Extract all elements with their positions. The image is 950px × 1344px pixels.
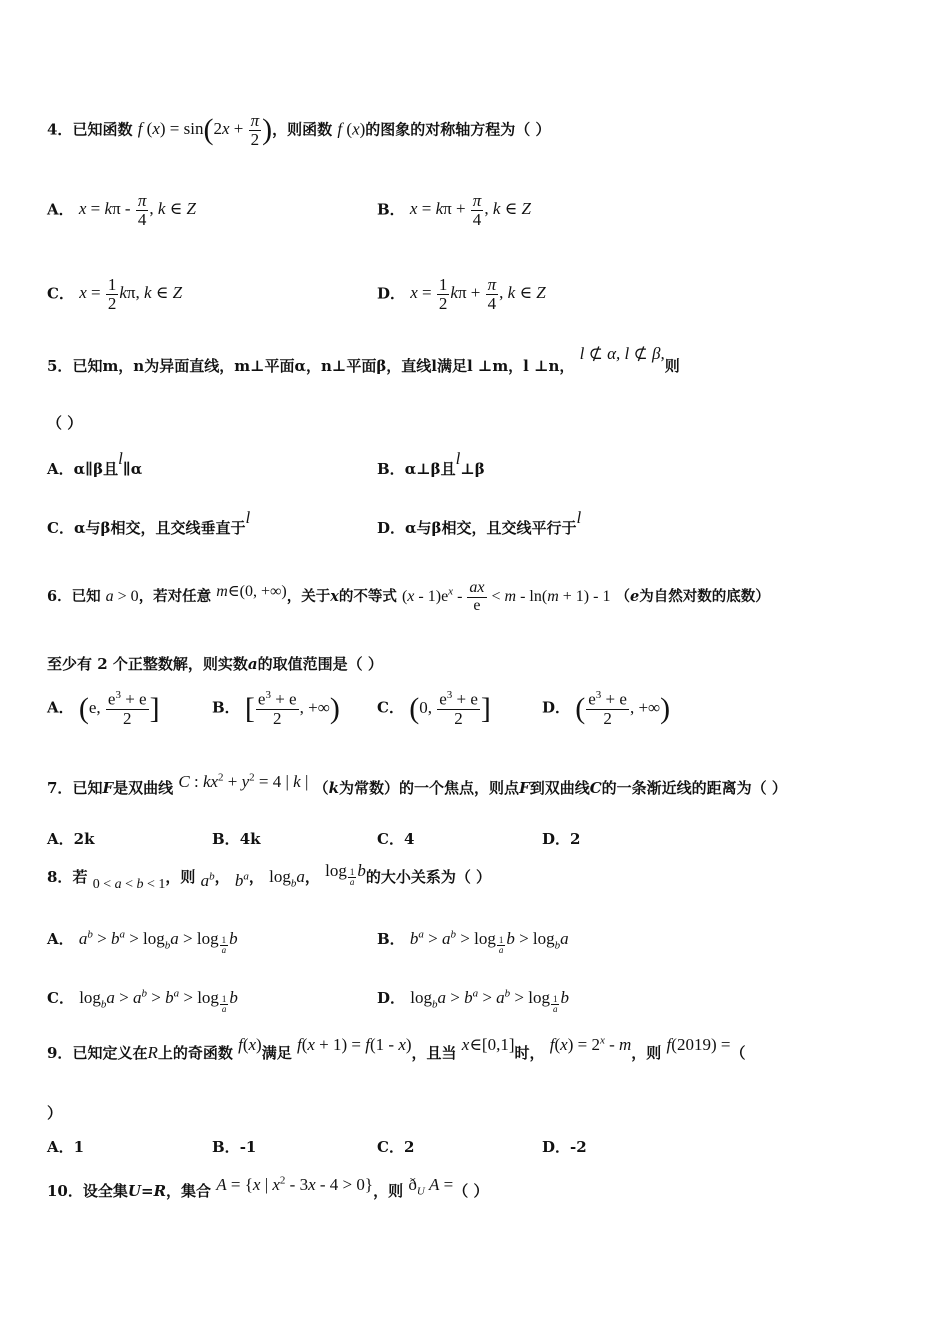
- q8-option-d[interactable]: D． $\log_ba > b^a > a^b > \log$ $_{\frac{1}{a}}$ b: [377, 987, 569, 1015]
- question-number: 7．: [47, 779, 73, 797]
- question-number: 6．: [47, 587, 72, 605]
- question-5: 5．已知m，n为异面直线，m⊥平面α，n⊥平面β，直线l满足l ⊥m，l ⊥n， l ⊄ α, l ⊄ β,则: [47, 344, 680, 375]
- question-7: 7．已知F是双曲线 C : $kx^2 + y^2 = 4$ | k | （k为常数）的一个焦点，则点F到双曲线C的一条渐近线的距离为（ ）: [47, 771, 787, 797]
- formula: [ $\frac{e^3 + e}{2}$ , +∞): [244, 689, 340, 728]
- formula: $\log_ba > b^a > a^b > \log$ $_{\frac{1}{a}}$ b: [410, 987, 569, 1015]
- question-9: 9．已知定义在R上的奇函数 f(x)满足 f(x + 1) = f(1 - x)，且当 x∈[0,1]时， $f(x) = 2^x - m$，则 f(2019) =（: [47, 1034, 746, 1062]
- q9-option-c[interactable]: C．2: [377, 1138, 415, 1156]
- question-text: 已知函数: [72, 120, 133, 139]
- q8-option-b[interactable]: B． $b^a > a^b > \log$ $_{\frac{1}{a}}$ $b > \log_ba$: [377, 928, 569, 956]
- formula-f-def: f (x) = sin(2x + $\frac{\pi}{2}$ ): [137, 111, 273, 149]
- formula-fx: f (x): [337, 119, 366, 139]
- q9-option-a[interactable]: A．1: [47, 1138, 85, 1156]
- formula: x = kπ + $\frac{\pi}{4}$ , k ∈ Z: [409, 191, 531, 229]
- formula: $a^b > b^a > \log_ba > \log$ $_{\frac{1}{a}}$ b: [78, 928, 238, 956]
- q7-option-b[interactable]: B．4k: [212, 830, 261, 848]
- q4-option-c[interactable]: C． x = $\frac{1}{2}$ kπ, k ∈ Z: [47, 275, 183, 313]
- formula: $b^a > a^b > \log$ $_{\frac{1}{a}}$ $b > \log_ba$: [409, 928, 569, 956]
- q7-option-a[interactable]: A．2k: [47, 830, 95, 848]
- formula-inequality: $(x - 1)e^x$ - $\frac{ax}{e}$ < m - ln(m + 1) - 1: [401, 579, 611, 614]
- q5-option-a[interactable]: A．α∥β且l∥α: [47, 449, 143, 478]
- q8-option-c[interactable]: C． $\log_ba > a^b > b^a > \log$ $_{\frac{1}{a}}$ b: [47, 987, 238, 1015]
- q6-option-d[interactable]: D． ( $\frac{e^3 + e}{2}$ , +∞): [542, 689, 671, 728]
- question-number: 4．: [47, 120, 73, 139]
- q7-option-c[interactable]: C．4: [377, 830, 415, 848]
- question-9-close: ）: [47, 1104, 63, 1122]
- formula-l-not-in: l ⊄ α, l ⊄ β,: [579, 344, 665, 363]
- question-6-line2: 至少有 2 个正整数解，则实数a的取值范围是（ ）: [47, 655, 383, 673]
- question-number: 8．: [47, 868, 73, 886]
- q4-option-a[interactable]: A． x = kπ - $\frac{\pi}{4}$ , k ∈ Z: [47, 191, 196, 229]
- formula: ( $\frac{e^3 + e}{2}$ , +∞): [575, 689, 671, 728]
- question-4: 4．已知函数 f (x) = sin(2x + $\frac{\pi}{2}$ )，则函数 f (x)的图象的对称轴方程为（ ）: [47, 111, 551, 149]
- q9-option-d[interactable]: D．-2: [542, 1138, 587, 1156]
- formula: x = kπ - $\frac{\pi}{4}$ , k ∈ Z: [78, 191, 196, 229]
- formula: (e, $\frac{e^3 + e}{2}$ ]: [78, 689, 160, 728]
- formula: (0, $\frac{e^3 + e}{2}$ ]: [409, 689, 491, 728]
- question-number: 5．: [47, 357, 73, 375]
- question-6: 6．已知 a > 0，若对任意 m∈(0, +∞)，关于x的不等式 $(x - 1)e^x$ - $\frac{ax}{e}$ < m - ln(m + 1) - 1 （e为自然对数的底数）: [47, 579, 770, 614]
- q5-option-b[interactable]: B．α⊥β且l⊥β: [377, 449, 485, 478]
- q5-option-c[interactable]: C．α与β相交，且交线垂直于l: [47, 508, 251, 537]
- q6-option-a[interactable]: A． (e, $\frac{e^3 + e}{2}$ ]: [47, 689, 160, 728]
- question-text: 已知m，n为异面直线，m⊥平面α，n⊥平面β，直线l满足l ⊥m，l ⊥n，: [72, 357, 575, 375]
- q6-option-c[interactable]: C． (0, $\frac{e^3 + e}{2}$ ]: [377, 689, 491, 728]
- q4-option-d[interactable]: D． x = $\frac{1}{2}$ kπ + $\frac{\pi}{4}$ , k ∈ Z: [377, 275, 546, 313]
- formula: $\log_ba > a^b > b^a > \log$ $_{\frac{1}{a}}$ b: [79, 987, 238, 1015]
- formula: x = $\frac{1}{2}$ kπ, k ∈ Z: [79, 275, 183, 313]
- q6-option-b[interactable]: B． [ $\frac{e^3 + e}{2}$ , +∞): [212, 689, 340, 728]
- question-5-paren: （ ）: [47, 414, 83, 432]
- question-number: 10．: [47, 1182, 83, 1200]
- q9-option-b[interactable]: B．-1: [212, 1138, 257, 1156]
- q5-option-d[interactable]: D．α与β相交，且交线平行于l: [377, 508, 582, 537]
- question-10: 10．设全集U=R，集合 A = {x | $x^2 - 3x - 4 > 0$}，则 $ð_U$ A =（ ）: [47, 1174, 489, 1200]
- formula: x = $\frac{1}{2}$ kπ + $\frac{\pi}{4}$ , k ∈ Z: [410, 275, 546, 313]
- q4-option-b[interactable]: B． x = kπ + $\frac{\pi}{4}$ , k ∈ Z: [377, 191, 531, 229]
- formula-hyperbola: C : $kx^2 + y^2 = 4$ | k |: [178, 771, 309, 791]
- q7-option-d[interactable]: D．2: [542, 830, 581, 848]
- q8-option-a[interactable]: A． $a^b > b^a > \log_ba > \log$ $_{\frac{1}{a}}$ b: [47, 928, 238, 956]
- question-8: 8．若 0 < a < b < 1，则 $a^b$， $b^a$， $\log_ba$， log $_{\frac{1}{a}}$ b的大小关系为（ ）: [47, 861, 492, 892]
- question-number: 9．: [47, 1044, 73, 1062]
